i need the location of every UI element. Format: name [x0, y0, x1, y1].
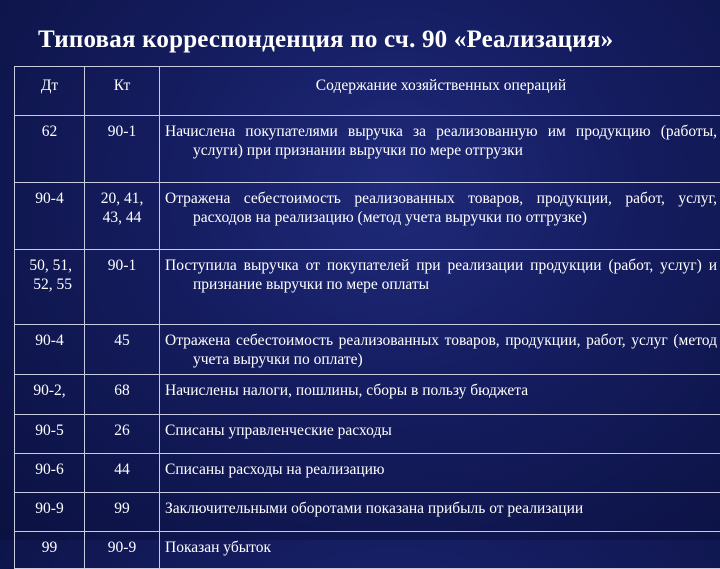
operation-text: Отражена себестоимость реализованных товаров, продукции, работ, услуг, расходов на реализацию (метод учета выручки по отгрузке)	[165, 189, 717, 227]
operation-text: Поступила выручка от покупателей при реализации продукции (работ, услуг) и признание выручки по мере оплаты	[165, 256, 717, 294]
table-row	[15, 532, 720, 569]
debit-cell: 90-9	[15, 493, 85, 532]
operation-cell	[160, 116, 720, 183]
debit-cell: 90-4	[15, 325, 85, 375]
operation-cell	[160, 454, 720, 493]
table-row	[15, 415, 720, 454]
operation-text: Списаны управленческие расходы	[165, 421, 717, 440]
table-header-row	[15, 67, 720, 116]
operation-cell	[160, 532, 720, 569]
credit-cell: 20, 41, 43, 44	[85, 183, 160, 250]
table-row	[15, 116, 720, 183]
table-row	[15, 375, 720, 415]
operation-text: Отражена себестоимость реализованных товаров, продукции, работ, услуг (метод учета выручки по оплате)	[165, 331, 717, 369]
operation-cell	[160, 325, 720, 375]
header-credit: Кт	[85, 67, 160, 116]
table-row	[15, 454, 720, 493]
table-row	[15, 493, 720, 532]
debit-cell: 99	[15, 532, 85, 569]
credit-cell: 99	[85, 493, 160, 532]
header-operation-content: Содержание хозяйственных операций	[160, 67, 720, 116]
operation-cell	[160, 375, 720, 415]
operation-cell	[160, 250, 720, 325]
debit-cell: 62	[15, 116, 85, 183]
debit-cell: 90-4	[15, 183, 85, 250]
operation-cell	[160, 183, 720, 250]
header-debit: Дт	[15, 67, 85, 116]
operation-text: Начислены налоги, пошлины, сборы в пользу бюджета	[165, 381, 717, 400]
debit-cell: 50, 51, 52, 55	[15, 250, 85, 325]
table-row	[15, 250, 720, 325]
debit-cell: 90-5	[15, 415, 85, 454]
operation-text: Начислена покупателями выручка за реализованную им продукцию (работы, услуги) при признании выручки по мере отгрузки	[165, 122, 717, 160]
slide-title: Типовая корреспонденция по сч. 90 «Реализация»	[38, 26, 613, 54]
debit-cell: 90-2,	[15, 375, 85, 415]
credit-cell: 90-9	[85, 532, 160, 569]
table-row	[15, 325, 720, 375]
table-row	[15, 183, 720, 250]
credit-cell: 45	[85, 325, 160, 375]
operation-text: Списаны расходы на реализацию	[165, 460, 717, 479]
operation-text: Заключительными оборотами показана прибыль от реализации	[165, 499, 717, 518]
credit-cell: 90-1	[85, 116, 160, 183]
credit-cell: 68	[85, 375, 160, 415]
correspondence-table	[14, 66, 720, 569]
operation-cell	[160, 415, 720, 454]
credit-cell: 90-1	[85, 250, 160, 325]
operation-cell	[160, 493, 720, 532]
operation-text: Показан убыток	[165, 538, 717, 557]
credit-cell: 26	[85, 415, 160, 454]
debit-cell: 90-6	[15, 454, 85, 493]
credit-cell: 44	[85, 454, 160, 493]
